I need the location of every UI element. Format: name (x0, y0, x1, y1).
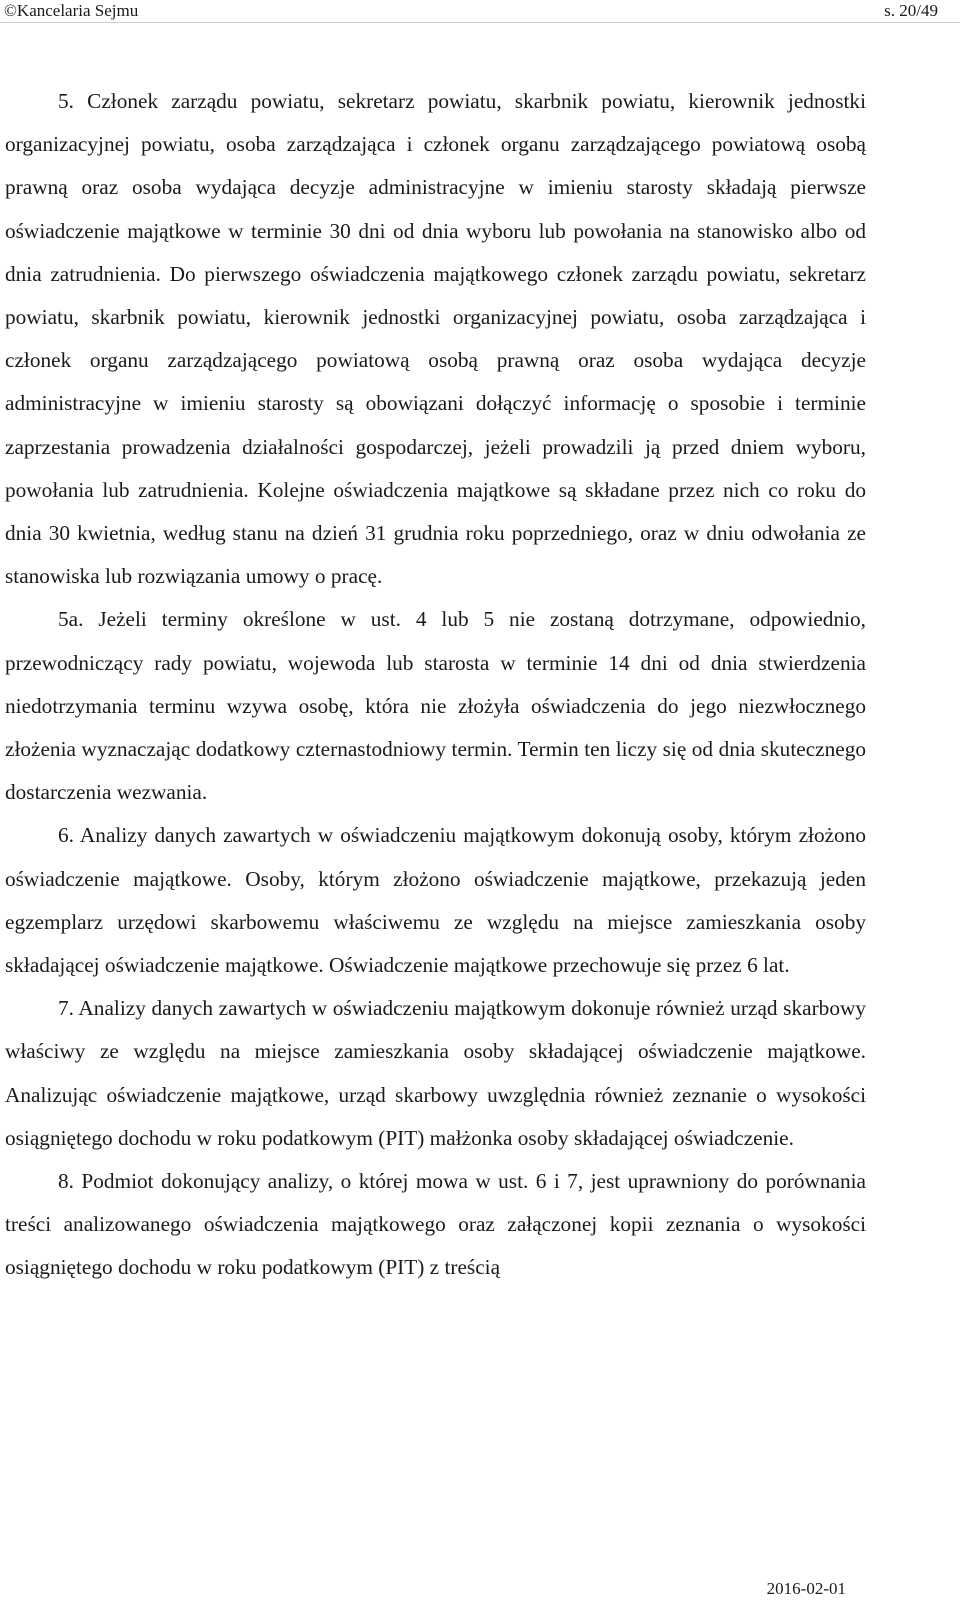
copyright-label: ©Kancelaria Sejmu (4, 1, 139, 20)
document-body (5, 80, 866, 1290)
paragraph-ust-5: 5. Członek zarządu powiatu, sekretarz powiatu, skarbnik powiatu, kierownik jednostki organizacyjnej powiatu, osoba zarządzająca i członek organu zarządzającego powiatową osobą prawną oraz osoba wydająca decyzje administracyjne w imieniu starosty składają pierwsze oświadczenie majątkowe w terminie 30 dni od dnia wyboru lub powołania na stanowisko albo od dnia zatrudnienia. Do pierwszego oświadczenia majątkowego członek zarządu powiatu, sekretarz powiatu, skarbnik powiatu, kierownik jednostki organizacyjnej powiatu, osoba zarządzająca i członek organu zarządzającego powiatową osobą prawną oraz osoba wydająca decyzje administracyjne w imieniu starosty są obowiązani dołączyć informację o sposobie i terminie zaprzestania prowadzenia działalności gospodarczej, jeżeli prowadzili ją przed dniem wyboru, powołania lub zatrudnienia. Kolejne oświadczenia majątkowe są składane przez nich co roku do dnia 30 kwietnia, według stanu na dzień 31 grudnia roku poprzedniego, oraz w dniu odwołania ze stanowiska lub rozwiązania umowy o pracę. (5, 89, 866, 589)
page-number: s. 20/49 (884, 1, 938, 20)
paragraph-ust-6: 6. Analizy danych zawartych w oświadczeniu majątkowym dokonują osoby, którym złożono oświadczenie majątkowe. Osoby, którym złożono oświadczenie majątkowe, przekazują jeden egzemplarz urzędowi skarbowemu właściwemu ze względu na miejsce zamieszkania osoby składającej oświadczenie majątkowe. Oświadczenie majątkowe przechowuje się przez 6 lat. (5, 823, 866, 978)
paragraph-ust-8: 8. Podmiot dokonujący analizy, o której mowa w ust. 6 i 7, jest uprawniony do porównania treści analizowanego oświadczenia majątkowego oraz załączonej kopii zeznania o wysokości osiągniętego dochodu w roku podatkowym (PIT) z treścią (5, 1169, 866, 1280)
footer-date: 2016-02-01 (766, 1579, 846, 1598)
header-divider (0, 22, 960, 23)
page-header (0, 0, 960, 24)
paragraph-ust-5a: 5a. Jeżeli terminy określone w ust. 4 lub 5 nie zostaną dotrzymane, odpowiednio, przewodniczący rady powiatu, wojewoda lub starosta w terminie 14 dni od dnia stwierdzenia niedotrzymania terminu wzywa osobę, która nie złożyła oświadczenia do jego niezwłocznego złożenia wyznaczając dodatkowy czternastodniowy termin. Termin ten liczy się od dnia skutecznego dostarczenia wezwania. (5, 607, 866, 805)
paragraph-ust-7: 7. Analizy danych zawartych w oświadczeniu majątkowym dokonuje również urząd skarbowy właściwy ze względu na miejsce zamieszkania osoby składającej oświadczenie majątkowe. Analizując oświadczenie majątkowe, urząd skarbowy uwzględnia również zeznanie o wysokości osiągniętego dochodu w roku podatkowym (PIT) małżonka osoby składającej oświadczenie. (5, 996, 866, 1150)
